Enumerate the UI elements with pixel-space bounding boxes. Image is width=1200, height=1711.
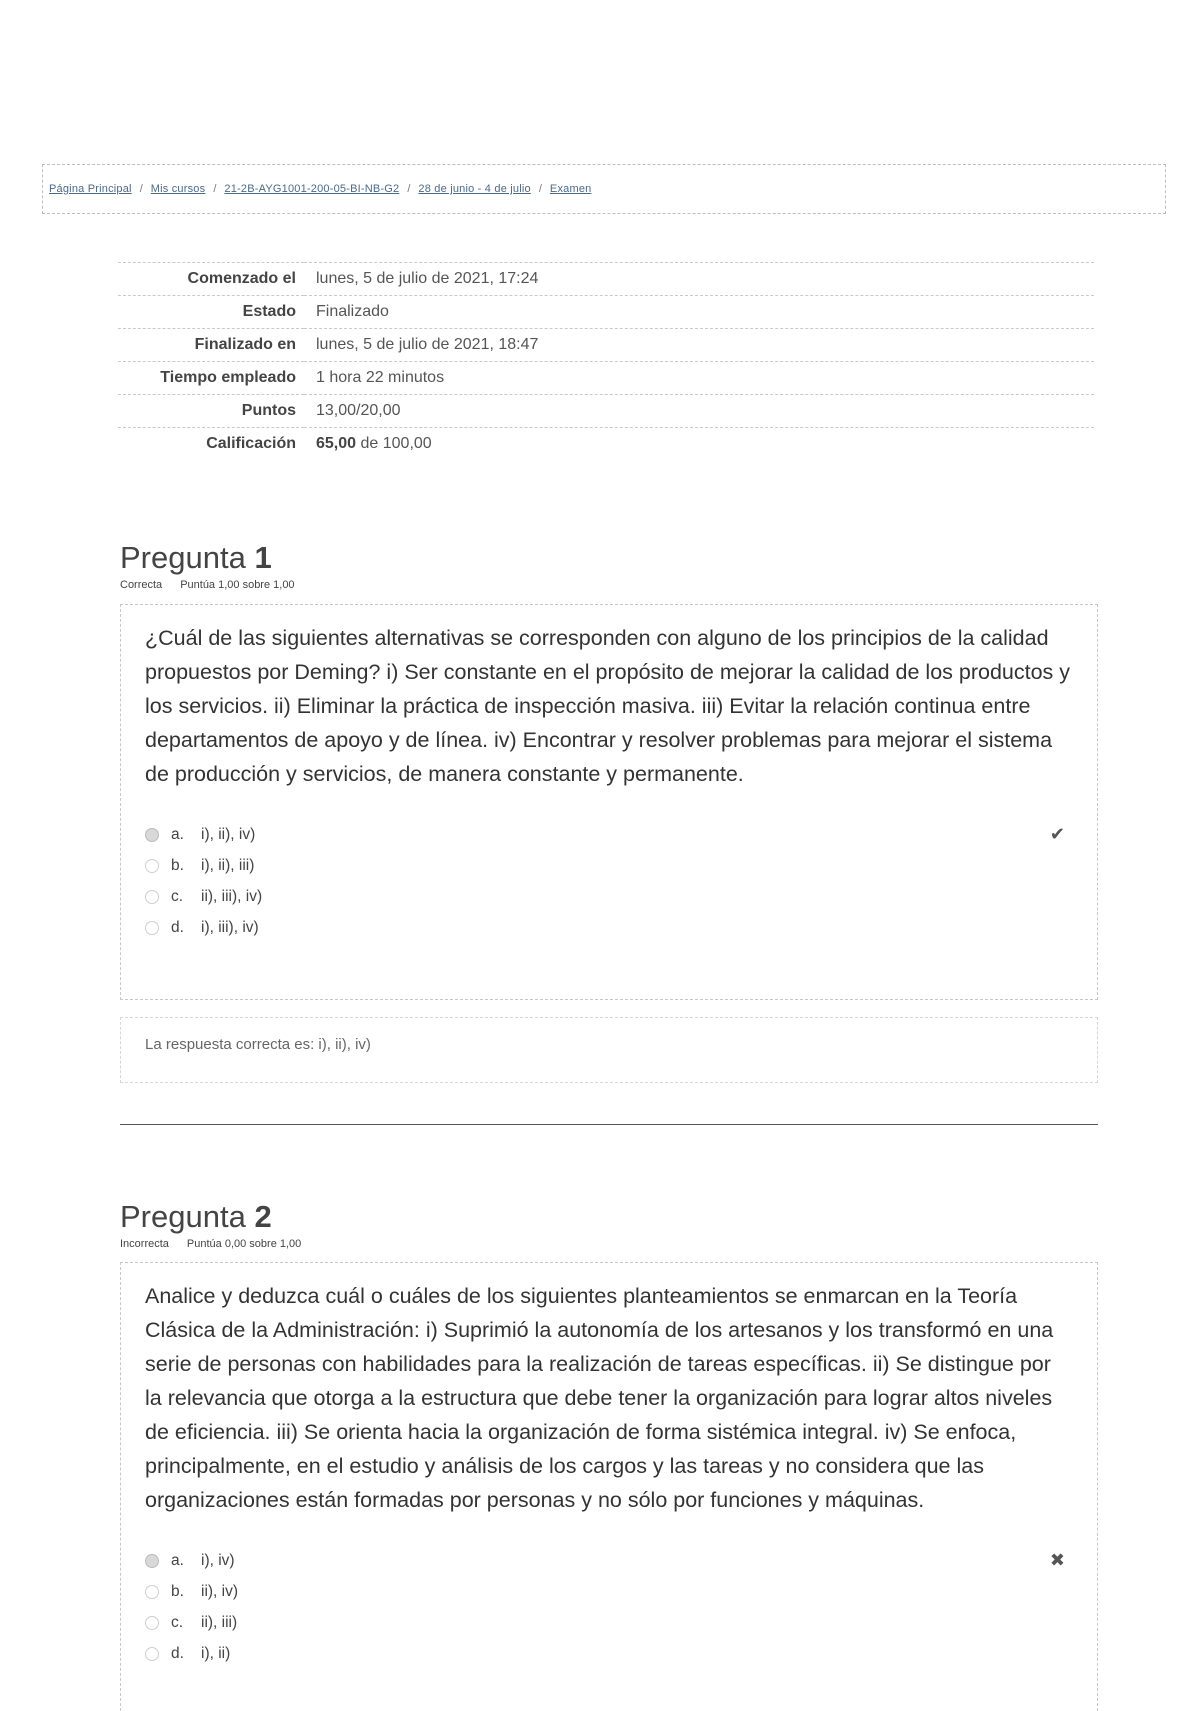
answer-option-b[interactable]	[145, 850, 1073, 881]
summary-row-finished	[118, 329, 1094, 362]
breadcrumb-separator: /	[407, 183, 411, 195]
question-title-word: Pregunta	[120, 540, 246, 575]
answer-text: i), iv)	[201, 1551, 235, 1569]
answer-option-a[interactable]	[145, 819, 1073, 850]
answer-option-c[interactable]	[145, 1607, 1073, 1638]
question-meta	[120, 579, 295, 591]
radio-button[interactable]	[145, 828, 159, 842]
grade-scale: de 100,00	[360, 435, 432, 452]
answer-letter: d.	[171, 1644, 184, 1662]
question-divider	[120, 1124, 1098, 1125]
question-2-content	[120, 1262, 1098, 1711]
summary-label: Estado	[118, 296, 304, 329]
answer-text: ii), iii)	[201, 1613, 238, 1631]
breadcrumb	[42, 164, 1166, 214]
answer-letter: c.	[171, 887, 184, 905]
answer-text: i), ii), iv)	[201, 825, 256, 843]
question-title	[120, 540, 295, 576]
answer-option-a[interactable]	[145, 1545, 1073, 1576]
question-status: Incorrecta	[120, 1238, 169, 1250]
summary-value: lunes, 5 de julio de 2021, 17:24	[304, 263, 1094, 296]
question-title-word: Pregunta	[120, 1199, 246, 1234]
answer-letter: b.	[171, 1582, 184, 1600]
question-score: Puntúa 0,00 sobre 1,00	[186, 1238, 302, 1250]
answer-text: i), ii)	[201, 1644, 231, 1662]
summary-label: Comenzado el	[118, 263, 304, 296]
radio-button[interactable]	[145, 859, 159, 873]
answer-letter: a.	[171, 825, 184, 843]
answer-option-c[interactable]	[145, 881, 1073, 912]
radio-button[interactable]	[145, 1585, 159, 1599]
summary-value: Finalizado	[304, 296, 1094, 329]
question-title	[120, 1199, 301, 1235]
answer-text: i), iii), iv)	[201, 918, 259, 936]
answer-text: i), ii), iii)	[201, 856, 255, 874]
answer-text: ii), iii), iv)	[201, 887, 263, 905]
cross-icon: ✖	[1049, 1550, 1065, 1570]
question-score: Puntúa 1,00 sobre 1,00	[180, 579, 295, 591]
check-icon: ✔	[1049, 824, 1065, 844]
summary-label: Puntos	[118, 395, 304, 428]
summary-label: Calificación	[118, 428, 304, 461]
question-status: Correcta	[120, 579, 163, 591]
breadcrumb-course-link[interactable]: 21-2B-AYG1001-200-05-BI-NB-G2	[224, 183, 400, 195]
summary-label: Tiempo empleado	[118, 362, 304, 395]
answer-letter: d.	[171, 918, 184, 936]
summary-value	[304, 428, 1094, 461]
question-text: ¿Cuál de las siguientes alternativas se corresponden con alguno de los principios de la calidad propuestos por Deming? i) Ser constante en el propósito de mejorar la calidad de los productos y los servicios. ii) Eliminar la práctica de inspección masiva. iii) Evitar la relación continua entre departamentos de apoyo y de línea. iv) Encontrar y resolver problemas para mejorar el sistema de producción y servicios, de manera constante y permanente.	[145, 626, 1071, 786]
question-text: Analice y deduzca cuál o cuáles de los siguientes planteamientos se enmarcan en la Teoría Clásica de la Administración: i) Suprimió la autonomía de los artesanos y los transformó en una serie de personas con habilidades para la realización de tareas específicas. ii) Se distingue por la relevancia que otorga a la estructura que debe tener la organización para lograr altos niveles de eficiencia. iii) Se orienta hacia la organización de forma sistémica integral. iv) Se enfoca, principalmente, en el estudio y análisis de los cargos y las tareas y no considera que las organizaciones están formadas por personas y no sólo por funciones y máquinas.	[145, 1284, 1054, 1512]
question-number: 1	[254, 540, 272, 575]
summary-row-started	[118, 263, 1094, 296]
breadcrumb-home-link[interactable]: Página Principal	[49, 183, 132, 195]
breadcrumb-separator: /	[213, 183, 217, 195]
summary-label: Finalizado en	[118, 329, 304, 362]
grade-score: 65,00	[316, 435, 357, 452]
summary-value: 13,00/20,00	[304, 395, 1094, 428]
question-1-content	[120, 604, 1098, 1000]
answer-option-b[interactable]	[145, 1576, 1073, 1607]
breadcrumb-separator: /	[139, 183, 143, 195]
radio-button[interactable]	[145, 1647, 159, 1661]
summary-row-state	[118, 296, 1094, 329]
question-1-header	[120, 540, 295, 591]
breadcrumb-week-link[interactable]: 28 de junio - 4 de julio	[418, 183, 531, 195]
radio-button[interactable]	[145, 1554, 159, 1568]
summary-value: 1 hora 22 minutos	[304, 362, 1094, 395]
radio-button[interactable]	[145, 921, 159, 935]
summary-value: lunes, 5 de julio de 2021, 18:47	[304, 329, 1094, 362]
question-2-header	[120, 1199, 301, 1250]
attempt-summary-table	[118, 262, 1094, 460]
answer-letter: a.	[171, 1551, 184, 1569]
question-meta	[120, 1238, 301, 1250]
answer-text: ii), iv)	[201, 1582, 239, 1600]
summary-row-points	[118, 395, 1094, 428]
correct-answer-text: La respuesta correcta es: i), ii), iv)	[145, 1036, 371, 1053]
answer-option-d[interactable]	[145, 1638, 1073, 1669]
breadcrumb-my-courses-link[interactable]: Mis cursos	[150, 183, 206, 195]
question-number: 2	[254, 1199, 272, 1234]
summary-row-time	[118, 362, 1094, 395]
breadcrumb-exam-link[interactable]: Examen	[549, 183, 592, 195]
radio-button[interactable]	[145, 890, 159, 904]
answer-letter: c.	[171, 1613, 184, 1631]
question-1-feedback	[120, 1017, 1098, 1083]
summary-row-grade	[118, 428, 1094, 461]
answer-option-d[interactable]	[145, 912, 1073, 943]
breadcrumb-separator: /	[538, 183, 542, 195]
radio-button[interactable]	[145, 1616, 159, 1630]
answer-letter: b.	[171, 856, 184, 874]
